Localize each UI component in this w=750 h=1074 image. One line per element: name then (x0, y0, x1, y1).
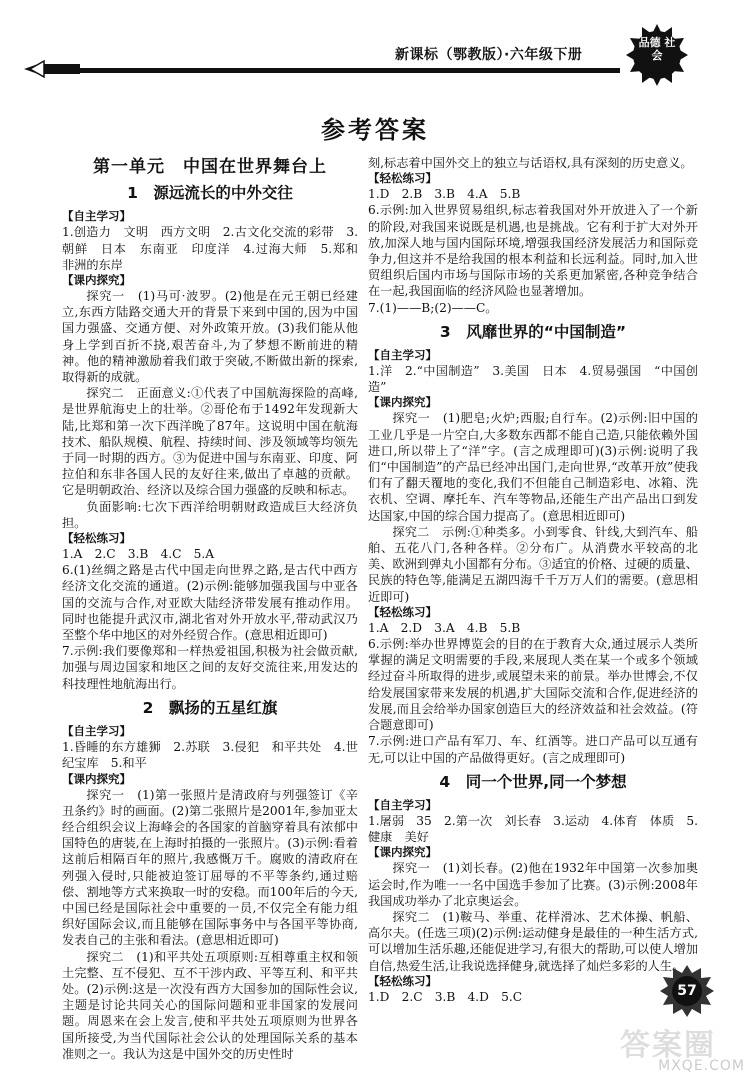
answer-text: 1.创造力 文明 西方文明 2.古文化交流的彩带 3.朝鲜 日本 东南亚 印度洋 4.过海大师 5.郑和 非洲的东岸 (62, 225, 371, 272)
section-heading: 【轻松练习】 (368, 171, 437, 186)
answer-text: 探究二 正面意义:①代表了中国航海探险的高峰,是世界航海史上的壮举。②哥伦布于1492年发现新大陆,比郑和第一次下西洋晚了87年。这说明中国在航海技术、船队规模、航程、持续时间、涉及领域等均领先于同一时期的西方。③为促进中国与东南亚、印度、阿拉伯和东非各国人民的友好往来,做出了卓越的贡献。它是明朝政治、经济以及综合国力强盛的反映和标志。 (62, 386, 358, 498)
answer-text: 探究二 (1)鞍马、举重、花样滑冰、艺术体操、帆船、高尔夫。(任选三项)(2)示例:运动健身是最佳的一种生活方式,可以增加生活乐趣,还能促进学习,有很大的帮助,可以使人增加自信,热爱生活,让我说选择健身,就选择了灿烂多彩的人生。 (368, 909, 698, 973)
answer-text: 1.洋 2.“中国制造” 3.美国 日本 4.贸易强国 “中国创造” (368, 364, 698, 395)
section-heading: 【自主学习】 (368, 797, 437, 812)
section-heading: 【自主学习】 (368, 348, 437, 363)
section-heading: 【课内探究】 (368, 845, 437, 860)
unit-title: 第一单元 中国在世界舞台上 (93, 157, 327, 177)
answer-text: 1.D 2.B 3.B 4.A 5.B (368, 187, 521, 202)
answer-text: 1.A 2.C 3.B 4.C 5.A (62, 547, 215, 562)
section-heading: 【课内探究】 (62, 273, 131, 288)
section-heading: 【自主学习】 (62, 724, 131, 739)
right-column (368, 155, 698, 1005)
page-number: 57 (672, 976, 702, 1006)
answer-text: 7.示例:进口产品有军刀、车、红酒等。进口产品可以互通有无,可以让中国的产品做得更好。(言之成理即可) (368, 734, 698, 765)
answer-text: 探究一 (1)肥皂;火炉;西服;自行车。(2)示例:旧中国的工业几乎是一片空白,大多数东西都不能自己造,只能依赖外国进口,所以带上了“洋”字。(言之成理即可)(3)示例:说明了我们“中国制造”的产品已经冲出国门,走向世界,“改革开放”使我们有了翻天覆地的变化,我们不但能自己制造彩电、冰箱、洗衣机、空调、摩托车、汽车等物品,还能生产出产品出口到发达国家,中国的综合国力提高了。(意思相近即可) (368, 411, 698, 523)
answer-text: 6.示例:加入世界贸易组织,标志着我国对外开放进入了一个新的阶段,对我国来说既是机遇,也是挑战。它有利于扩大对外开放,加深人地与国内国际环境,增强我国经济发展活力和国际竞争力,但这并不是给我国的根本利益和长远利益。同时,加入世贸组织后国内市场与国际市场的关系更加紧密,各种竞争结合在一起,我国面临的经济风险也显著增加。 (368, 203, 698, 299)
header-series-title: 新课标（鄂教版）·六年级下册 (395, 47, 583, 63)
answer-text: 7.(1)——B;(2)——C。 (368, 300, 498, 315)
answer-text: 7.示例:我们要像郑和一样热爱祖国,积极为社会做贡献,加强与周边国家和地区之间的友好交流往来,用发达的科技理性地航海出行。 (62, 644, 358, 691)
answer-text: 探究一 (1)马可·波罗。(2)他是在元王朝已经建立,东西方陆路交通大开的背景下来到中国的,因为中国国力强盛、交通方便、对外政策开放。(3)我们能从他身上学到百折不挠,艰苦奋斗,为了梦想不断前进的精神。他的精神激励着我们敢于突破,不断做出新的探索,取得新的成就。 (62, 289, 358, 385)
answer-text: 负面影响:七次下西洋给明朝财政造成巨大经济负担。 (62, 499, 358, 530)
watermark-url: MXQE.COM (658, 1058, 745, 1074)
answer-text: 探究二 (1)和平共处五项原则:互相尊重主权和领土完整、互不侵犯、互不干涉内政、平等互利、和平共处。(2)示例:这是一次没有西方大国参加的国际性会议,主题是讨论共同关心的国际问题和亚非国家的发展问题。周恩来在会上发言,使和平共处五项原则为世界各国所接受,为当代国际社会公认的处理国际关系的基本准则之一。我认为这是中国外交的历史性时 (62, 949, 358, 1061)
lesson-2-title: 2 飘扬的五星红旗 (142, 698, 278, 717)
answer-text: 探究一 (1)第一张照片是清政府与列强签订《辛丑条约》时的画面。(2)第二张照片是2001年,参加亚太经合组织会议上海峰会的各国家的首脑穿着具有浓郁中国特色的唐装,在上海时拍摄的一张照片。(3)示例:看着这前后相隔百年的照片,我感慨万千。腐败的清政府在列强入侵时,只能被迫签订屈辱的不平等条约,通过赔偿、割地等方式来换取一时的安稳。而100年后的今天,中国已经是国际社会中重要的一员,不仅完全有能力组织好国际会议,而且能够在国际事务中与各国平等协商,发表自己的主张和看法。(意思相近即可) (62, 787, 358, 948)
lesson-1-title: 1 源远流长的中外交往 (127, 184, 293, 203)
page-title: 参考答案 (321, 116, 429, 144)
answer-text: 1.D 2.C 3.B 4.D 5.C (368, 989, 523, 1004)
answer-text: 1.A 2.D 3.A 4.B 5.B (368, 620, 521, 635)
subject-badge-label: 品德 社会 (638, 36, 676, 62)
answer-text: 1.屠弱 35 2.第一次 刘长春 3.运动 4.体育 体质 5.健康 美好 (368, 813, 698, 845)
answer-text: 6.(1)丝绸之路是古代中国走向世界之路,是古代中西方经济文化交流的通道。(2)示例:能够加强我国与中亚各国的交流与合作,对亚欧大陆经济带发展有推动作用。同时也能提升武汉市,湖北省对外开放水平,带动武汉乃至整个华中地区的对外经贸合作。(意思相近即可) (62, 563, 358, 643)
section-heading: 【自主学习】 (62, 209, 131, 224)
lesson-3-title: 3 风靡世界的“中国制造” (439, 322, 627, 341)
watermark-logo-text: 答案圈 (620, 1028, 716, 1063)
answer-text: 1.昏睡的东方雄狮 2.苏联 3.侵犯 和平共处 4.世纪宝库 5.和平 (62, 740, 358, 771)
left-column (62, 155, 371, 1062)
lesson-4-title: 4 同一个世界,同一个梦想 (439, 772, 627, 791)
answer-text: 6.示例:举办世界博览会的目的在于教育大众,通过展示人类所掌握的满足文明需要的手段,来展现人类在某一个或多个领域经过奋斗所取得的进步,或展望未来的前景。举办世博会,不仅给发展国家带来发展的机遇,扩大国际交流和合作,促进经济的发展,而且会给举办国家创造巨大的经济效益和社会效益。(符合题意即可) (368, 637, 698, 733)
header-rule (60, 68, 620, 73)
section-heading: 【轻松练习】 (62, 531, 131, 546)
section-heading: 【课内探究】 (368, 395, 437, 410)
section-heading: 【轻松练习】 (368, 973, 437, 988)
answer-text: 刻,标志着中国外交上的独立与话语权,具有深刻的历史意义。 (368, 156, 693, 170)
section-heading: 【轻松练习】 (368, 604, 437, 619)
section-heading: 【课内探究】 (62, 771, 131, 786)
answer-text: 探究一 (1)刘长春。(2)他在1932年中国第一次参加奥运会时,作为唯一一名中国选手参加了比赛。(3)示例:2008年我国成功举办了北京奥运会。 (368, 861, 698, 908)
answer-text: 探究二 示例:①种类多。小到零食、针线,大到汽车、船舶、五花八门,各种各样。②分布广。从消费水平较高的北美、欧洲到弹丸小国都有分布。③适宜的价格、过硬的质量、民族的特色等,能满足五湖四海千千万万人们的需要。(意思相近即可) (368, 524, 698, 604)
watermark (620, 1020, 745, 1074)
